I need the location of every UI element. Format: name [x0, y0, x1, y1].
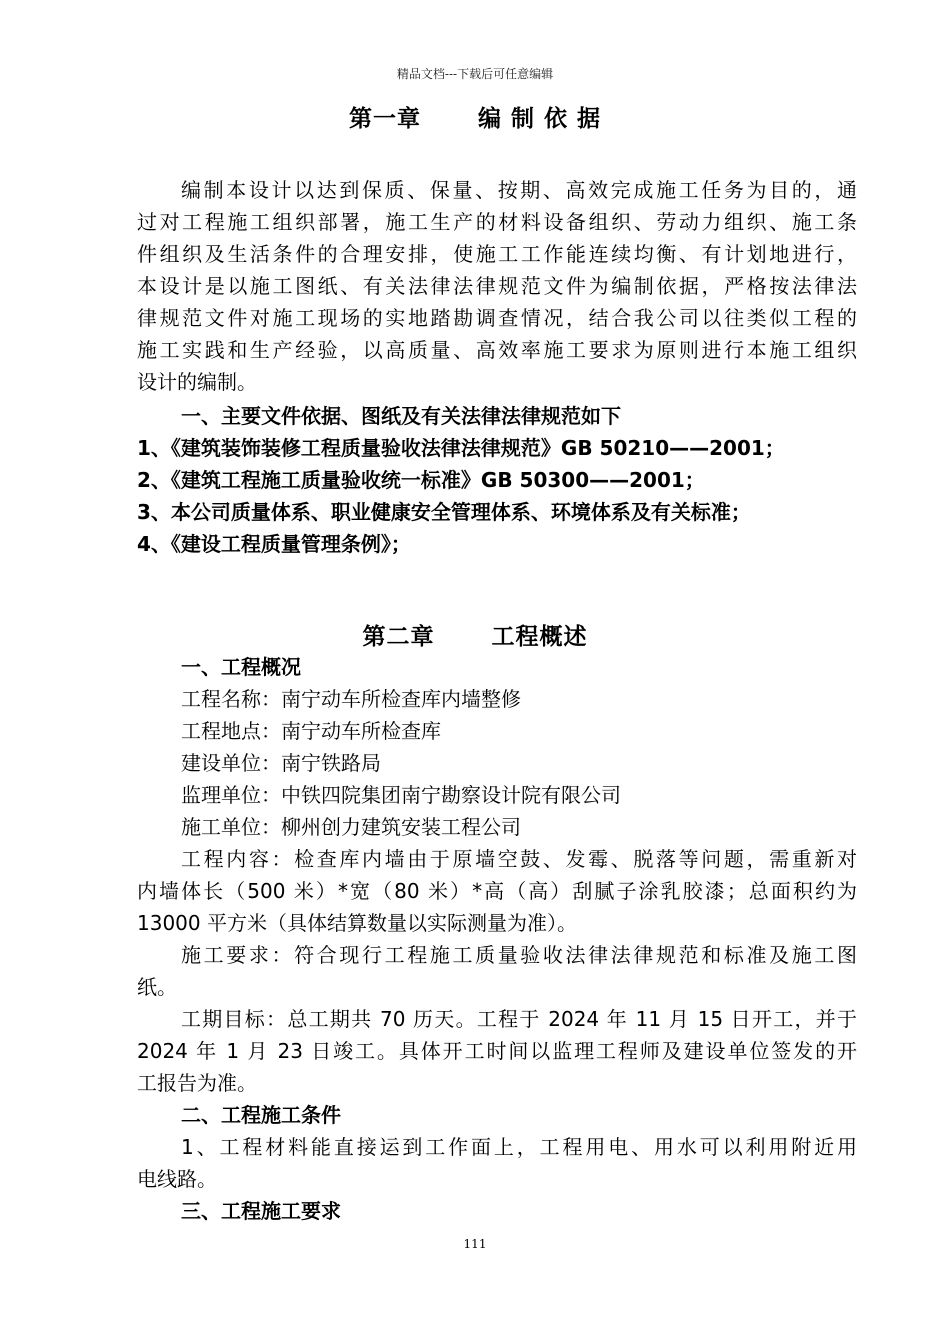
- list-item: 1、《建筑装饰装修工程质量验收法律法律规范》GB 50210——2001；: [137, 436, 785, 460]
- content-line: 13000 平方米（具体结算数量以实际测量为准）。: [137, 911, 577, 935]
- paragraph-line: 施工实践和生产经验，以高质量、高效率施工要求为原则进行本施工组织: [137, 338, 857, 362]
- list-item: 3、本公司质量体系、职业健康安全管理体系、环境体系及有关标准；: [137, 500, 751, 524]
- list-item: 2、《建筑工程施工质量验收统一标准》GB 50300——2001；: [137, 468, 705, 492]
- project-name: 工程名称：南宁动车所检查库内墙整修: [181, 687, 521, 711]
- period-line: 工报告为准。: [137, 1071, 257, 1095]
- paragraph-line: 件组织及生活条件的合理安排，使施工工作能连续均衡、有计划地进行，: [137, 242, 857, 266]
- requirement-line: 施工要求：符合现行工程施工质量验收法律法律规范和标准及施工图: [181, 943, 857, 967]
- page-header: 精品文档---下载后可任意编辑: [396, 67, 554, 81]
- requirement-line: 纸。: [137, 975, 177, 999]
- project-location: 工程地点：南宁动车所检查库: [181, 719, 441, 743]
- paragraph-line: 设计的编制。: [137, 370, 257, 394]
- section-heading: 二、工程施工条件: [181, 1103, 341, 1127]
- paragraph-line: 过对工程施工组织部署，施工生产的材料设备组织、劳动力组织、施工条: [137, 210, 857, 234]
- paragraph-line: 律规范文件对施工现场的实地踏勘调查情况，结合我公司以往类似工程的: [137, 306, 857, 330]
- period-line: 2024 年 1 月 23 日竣工。具体开工时间以监理工程师及建设单位签发的开: [137, 1039, 857, 1063]
- supervisor-unit: 监理单位：中铁四院集团南宁勘察设计院有限公司: [181, 783, 621, 807]
- condition-line: 电线路。: [137, 1167, 217, 1191]
- paragraph-line: 编制本设计以达到保质、保量、按期、高效完成施工任务为目的，通: [181, 178, 857, 202]
- contractor-unit: 施工单位：柳州创力建筑安装工程公司: [181, 815, 521, 839]
- section-heading: 一、主要文件依据、图纸及有关法律法律规范如下: [181, 404, 621, 428]
- period-line: 工期目标：总工期共 70 历天。工程于 2024 年 11 月 15 日开工，并于: [181, 1007, 857, 1031]
- builder-unit: 建设单位：南宁铁路局: [181, 751, 381, 775]
- page-number: 111: [463, 1237, 487, 1251]
- list-item: 4、《建设工程质量管理条例》；: [137, 532, 411, 556]
- section-heading: 三、工程施工要求: [181, 1199, 341, 1223]
- chapter1-title: 第一章 编 制 依 据: [348, 106, 602, 132]
- content-line: 内墙体长（500 米）*宽（80 米）*高（高）刮腻子涂乳胶漆；总面积约为: [137, 879, 857, 903]
- paragraph-line: 本设计是以施工图纸、有关法律法律规范文件为编制依据，严格按法律法: [137, 274, 857, 298]
- content-line: 工程内容：检查库内墙由于原墙空鼓、发霉、脱落等问题，需重新对: [181, 847, 857, 871]
- condition-line: 1、工程材料能直接运到工作面上，工程用电、用水可以利用附近用: [181, 1135, 857, 1159]
- section-heading: 一、工程概况: [181, 655, 301, 679]
- chapter2-title: 第二章 工程概述: [362, 624, 588, 650]
